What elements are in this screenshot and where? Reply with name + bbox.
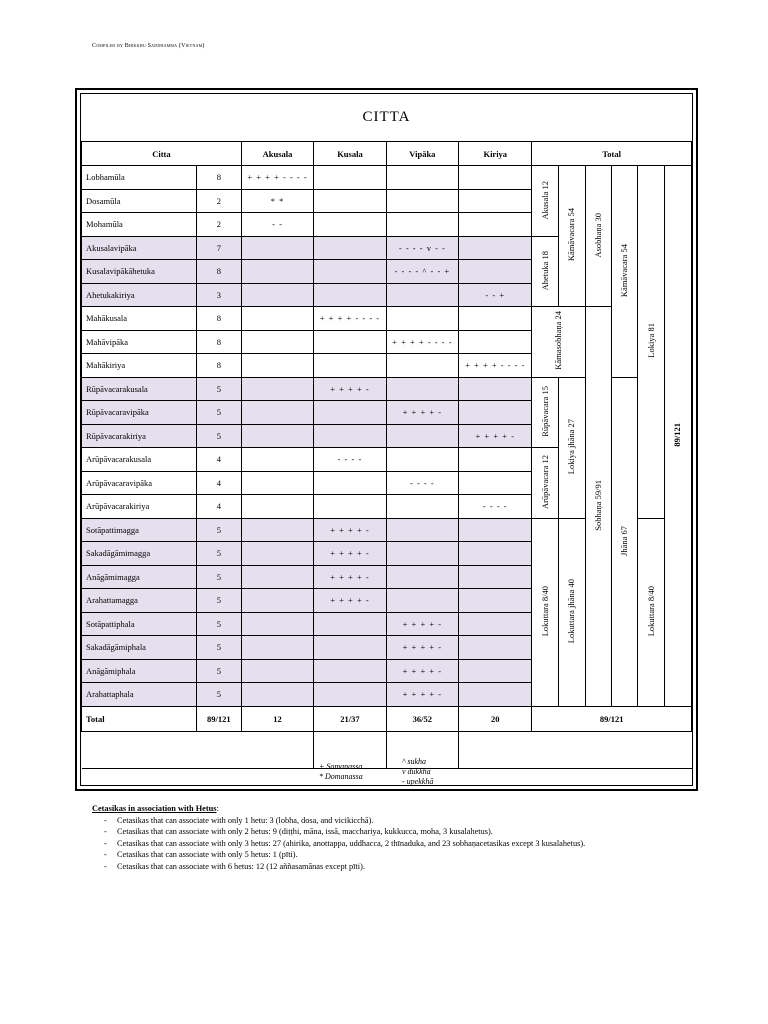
akusala-cell — [241, 236, 313, 260]
group-kamavacara-b: Kāmāvacara 54 — [612, 166, 638, 378]
table-row — [82, 166, 692, 190]
group-jhana: Jhāna 67 — [612, 377, 638, 706]
kusala-cell: + + + + - — [314, 542, 386, 566]
row-name: Ahetukakiriya — [82, 283, 197, 307]
group-lokuttara-b: Lokuttara 8/40 — [638, 518, 664, 706]
notes-heading-line — [92, 803, 692, 815]
kiriya-cell — [459, 659, 532, 683]
list-item: - Cetasikas that can associate with only 5 hetus: 1 (pīti). — [104, 850, 298, 859]
list-item: - Cetasikas that can associate with 6 hetus: 12 (12 aññasamānas except pīti). — [104, 861, 365, 871]
header-kusala: Kusala — [314, 142, 386, 166]
group-lokiya-jhana: Lokiya jhāna 27 — [558, 377, 585, 518]
total-kusala: 21/37 — [314, 706, 386, 731]
akusala-cell — [241, 377, 313, 401]
kusala-cell: - - - - — [314, 448, 386, 472]
kiriya-cell — [459, 636, 532, 660]
row-count: 5 — [196, 565, 241, 589]
vipaka-cell: + + + + - — [386, 636, 458, 660]
vipaka-cell — [386, 495, 458, 519]
total-row — [82, 706, 692, 731]
row-name: Arūpāvacarakiriya — [82, 495, 197, 519]
vipaka-cell — [386, 518, 458, 542]
header-row — [82, 142, 692, 166]
kusala-cell — [314, 189, 386, 213]
vipaka-cell: - - - - — [386, 471, 458, 495]
kusala-cell — [314, 495, 386, 519]
kiriya-cell: - - - - — [459, 495, 532, 519]
akusala-cell — [241, 683, 313, 707]
akusala-cell — [241, 283, 313, 307]
kiriya-cell — [459, 683, 532, 707]
total-label: Total — [82, 706, 197, 731]
vipaka-cell: + + + + - — [386, 612, 458, 636]
kusala-cell: + + + + - — [314, 377, 386, 401]
row-count: 2 — [196, 189, 241, 213]
kusala-cell — [314, 330, 386, 354]
row-count: 5 — [196, 612, 241, 636]
row-count: 5 — [196, 659, 241, 683]
group-grand-total: 89/121 — [664, 166, 691, 707]
header-vipaka: Vipāka — [386, 142, 458, 166]
row-name: Arūpāvacaravipāka — [82, 471, 197, 495]
kusala-cell — [314, 354, 386, 378]
vipaka-cell — [386, 213, 458, 237]
row-name: Rūpāvacaravipāka — [82, 401, 197, 425]
kiriya-cell — [459, 448, 532, 472]
kiriya-cell — [459, 565, 532, 589]
kiriya-cell — [459, 518, 532, 542]
legend-somanassa: + Somanassa — [319, 762, 363, 771]
kusala-cell — [314, 213, 386, 237]
kusala-cell — [314, 401, 386, 425]
row-name: Sakadāgāmimagga — [82, 542, 197, 566]
akusala-cell — [241, 518, 313, 542]
kiriya-cell: + + + + - — [459, 424, 532, 448]
row-count: 8 — [196, 330, 241, 354]
row-name: Arahattaphala — [82, 683, 197, 707]
akusala-cell: - - — [241, 213, 313, 237]
group-lokiya: Lokiya 81 — [638, 166, 664, 519]
kusala-cell — [314, 260, 386, 284]
row-name: Mahākusala — [82, 307, 197, 331]
group-rupavacara: Rūpāvacara 15 — [532, 377, 558, 448]
kiriya-cell — [459, 213, 532, 237]
kusala-cell — [314, 683, 386, 707]
row-name: Mahāvipāka — [82, 330, 197, 354]
citta-table-inner — [80, 93, 693, 786]
kusala-cell: + + + + - — [314, 589, 386, 613]
group-asobhana: Asobhaṇa 30 — [585, 166, 611, 307]
total-vipaka: 36/52 — [386, 706, 458, 731]
notes-list — [92, 815, 692, 873]
akusala-cell — [241, 636, 313, 660]
vipaka-cell — [386, 424, 458, 448]
row-count: 5 — [196, 377, 241, 401]
kusala-cell — [314, 471, 386, 495]
kiriya-cell — [459, 236, 532, 260]
group-akusala: Akusala 12 — [532, 166, 558, 237]
row-count: 5 — [196, 542, 241, 566]
akusala-cell: + + + + - - - - — [241, 166, 313, 190]
page-header: Compiled by Bhikkhu Saddhamma (Vietnam) — [92, 43, 205, 49]
kiriya-cell: + + + + - - - - — [459, 354, 532, 378]
akusala-cell — [241, 330, 313, 354]
akusala-cell — [241, 354, 313, 378]
row-name: Anāgāmiphala — [82, 659, 197, 683]
row-count: 4 — [196, 448, 241, 472]
kusala-cell — [314, 636, 386, 660]
notes-section — [92, 803, 692, 872]
vipaka-cell — [386, 377, 458, 401]
row-count: 5 — [196, 518, 241, 542]
row-name: Kusalavipākāhetuka — [82, 260, 197, 284]
group-kamavacara-a: Kāmāvacara 54 — [558, 166, 585, 307]
kiriya-cell — [459, 471, 532, 495]
group-lokuttara-jhana: Lokuttara jhāna 40 — [558, 518, 585, 706]
group-lokuttara: Lokuttara 8/40 — [532, 518, 558, 706]
vipaka-cell: + + + + - — [386, 659, 458, 683]
total-kiriya: 20 — [459, 706, 532, 731]
akusala-cell — [241, 471, 313, 495]
kusala-cell — [314, 283, 386, 307]
row-count: 8 — [196, 354, 241, 378]
kusala-cell — [314, 424, 386, 448]
kiriya-cell — [459, 307, 532, 331]
vipaka-cell: + + + + - - - - — [386, 330, 458, 354]
notes-heading-suffix: : — [216, 804, 219, 813]
kiriya-cell — [459, 166, 532, 190]
kusala-cell: + + + + - — [314, 565, 386, 589]
legend-domanassa: * Domanassa — [319, 772, 363, 781]
row-name: Mahākiriya — [82, 354, 197, 378]
header-total: Total — [532, 142, 692, 166]
vipaka-cell — [386, 565, 458, 589]
vipaka-cell: - - - - ^ - - + — [386, 260, 458, 284]
row-count: 2 — [196, 213, 241, 237]
total-akusala: 12 — [241, 706, 313, 731]
citta-table — [81, 141, 692, 769]
header-citta: Citta — [82, 142, 242, 166]
kiriya-cell — [459, 260, 532, 284]
row-name: Dosamūla — [82, 189, 197, 213]
row-name: Lobhamūla — [82, 166, 197, 190]
akusala-cell: * * — [241, 189, 313, 213]
kusala-cell — [314, 659, 386, 683]
vipaka-cell: + + + + - — [386, 683, 458, 707]
row-count: 4 — [196, 495, 241, 519]
kiriya-cell — [459, 330, 532, 354]
akusala-cell — [241, 401, 313, 425]
row-name: Arūpāvacarakusala — [82, 448, 197, 472]
group-kamasobhana: Kāmasobhaṇa 24 — [532, 307, 585, 378]
row-count: 5 — [196, 636, 241, 660]
row-count: 8 — [196, 166, 241, 190]
group-ahetuka: Ahetuka 18 — [532, 236, 558, 307]
kusala-cell — [314, 236, 386, 260]
row-count: 7 — [196, 236, 241, 260]
total-count: 89/121 — [196, 706, 241, 731]
legend-dukkha: v dukkha — [402, 767, 431, 776]
kiriya-cell — [459, 612, 532, 636]
group-arupavacara: Arūpāvacara 12 — [532, 448, 558, 519]
akusala-cell — [241, 424, 313, 448]
list-item: - Cetasikas that can associate with only 3 hetus: 27 (ahirika, anottappa, uddhacca, 2 thīnaduka, and 23 sobhaṇacetasikas except 3 kusalahetus). — [104, 838, 586, 848]
row-count: 4 — [196, 471, 241, 495]
legend-feeling-joy — [319, 762, 363, 782]
akusala-cell — [241, 565, 313, 589]
vipaka-cell: + + + + - — [386, 401, 458, 425]
vipaka-cell — [386, 283, 458, 307]
kusala-cell: + + + + - — [314, 518, 386, 542]
row-count: 8 — [196, 307, 241, 331]
akusala-cell — [241, 659, 313, 683]
legend-row — [82, 731, 692, 768]
row-name: Sotāpattiphala — [82, 612, 197, 636]
akusala-cell — [241, 307, 313, 331]
akusala-cell — [241, 495, 313, 519]
vipaka-cell — [386, 448, 458, 472]
row-name: Sotāpattimagga — [82, 518, 197, 542]
akusala-cell — [241, 448, 313, 472]
kiriya-cell: - - + — [459, 283, 532, 307]
akusala-cell — [241, 542, 313, 566]
row-name: Anāgāmimagga — [82, 565, 197, 589]
kiriya-cell — [459, 189, 532, 213]
kusala-cell — [314, 166, 386, 190]
vipaka-cell — [386, 166, 458, 190]
row-name: Akusalavipāka — [82, 236, 197, 260]
total-overall: 89/121 — [532, 706, 692, 731]
kiriya-cell — [459, 377, 532, 401]
legend-sukha: ^ sukha — [402, 757, 427, 766]
row-count: 5 — [196, 589, 241, 613]
legend-feeling-body — [402, 757, 433, 787]
kiriya-cell — [459, 589, 532, 613]
group-sobhana: Sobhaṇa 59/91 — [585, 307, 611, 707]
row-count: 5 — [196, 683, 241, 707]
table-row — [82, 307, 692, 331]
row-name: Arahattamagga — [82, 589, 197, 613]
vipaka-cell — [386, 542, 458, 566]
header-kiriya: Kiriya — [459, 142, 532, 166]
kiriya-cell — [459, 542, 532, 566]
row-count: 5 — [196, 401, 241, 425]
list-item: - Cetasikas that can associate with only 1 hetu: 3 (lobha, dosa, and vicikicchā). — [104, 815, 374, 825]
notes-heading: Cetasikas in association with Hetus — [92, 804, 217, 813]
row-count: 5 — [196, 424, 241, 448]
row-name: Rūpāvacarakiriya — [82, 424, 197, 448]
kusala-cell — [314, 612, 386, 636]
vipaka-cell — [386, 307, 458, 331]
akusala-cell — [241, 612, 313, 636]
row-count: 3 — [196, 283, 241, 307]
kiriya-cell — [459, 401, 532, 425]
list-item: - Cetasikas that can associate with only 2 hetus: 9 (diṭṭhi, māna, issā, macchariya, kukkucca, moha, 3 kusalahetus). — [104, 827, 493, 836]
row-name: Rūpāvacarakusala — [82, 377, 197, 401]
akusala-cell — [241, 589, 313, 613]
row-count: 8 — [196, 260, 241, 284]
vipaka-cell — [386, 354, 458, 378]
header-akusala: Akusala — [241, 142, 313, 166]
akusala-cell — [241, 260, 313, 284]
vipaka-cell — [386, 189, 458, 213]
kusala-cell: + + + + - - - - — [314, 307, 386, 331]
citta-table-frame — [75, 88, 698, 791]
vipaka-cell: - - - - v - - — [386, 236, 458, 260]
vipaka-cell — [386, 589, 458, 613]
row-name: Mohamūla — [82, 213, 197, 237]
row-name: Sakadāgāmiphala — [82, 636, 197, 660]
legend-upekkha: - upekkhā — [402, 777, 434, 786]
table-title: CITTA — [81, 94, 692, 142]
